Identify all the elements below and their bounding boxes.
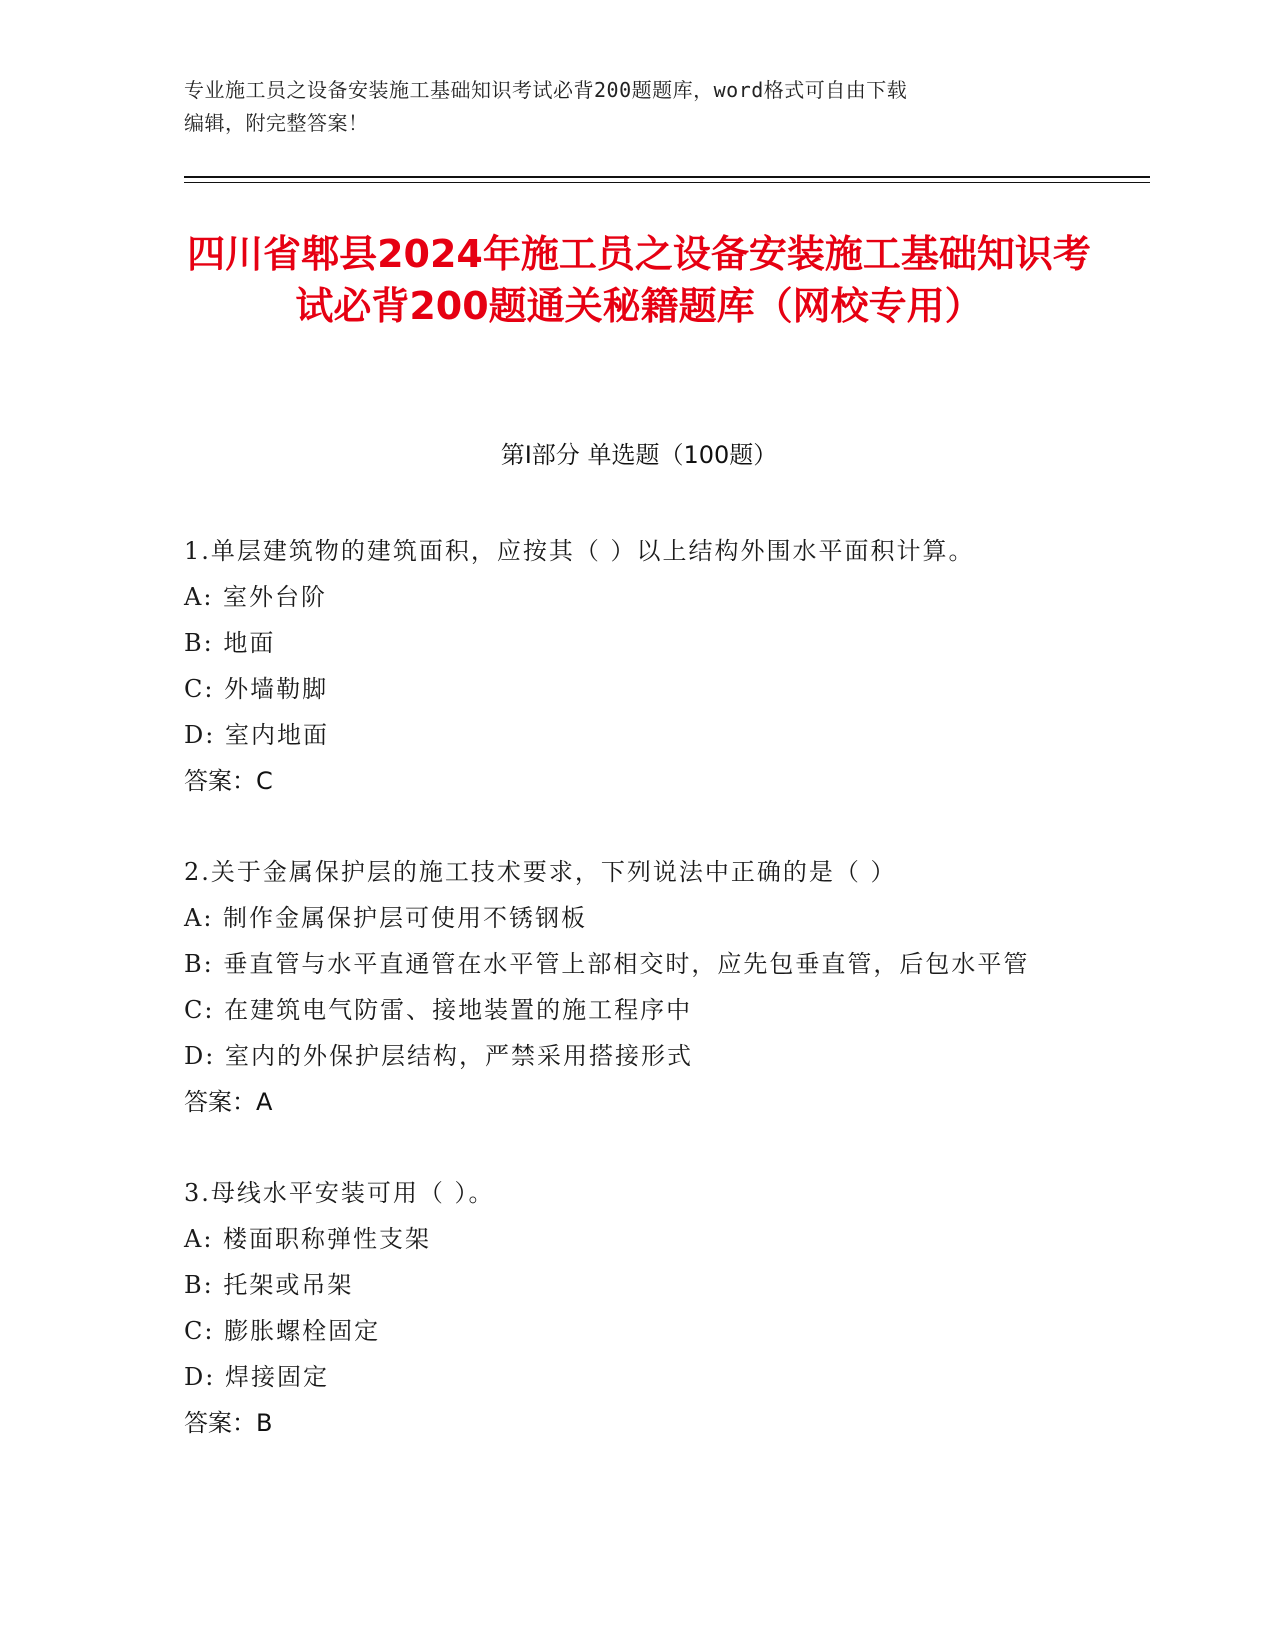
option-a: A: 制作金属保护层可使用不锈钢板 [184, 904, 588, 932]
option-d: D: 室内的外保护层结构，严禁采用搭接形式 [184, 1042, 693, 1070]
answer: 答案：C [184, 767, 273, 795]
option-c: C: 膨胀螺栓固定 [184, 1317, 381, 1345]
option-c: C: 外墙勒脚 [184, 675, 329, 703]
question-list [184, 528, 1074, 1491]
header-note-line-2: 编辑，附完整答案！ [184, 111, 369, 135]
section-title: 第Ⅰ部分 单选题（100题） [500, 441, 778, 469]
answer: 答案：B [184, 1409, 273, 1437]
question-stem: 2.关于金属保护层的施工技术要求，下列说法中正确的是（ ） [184, 858, 897, 886]
option-c: C: 在建筑电气防雷、接地装置的施工程序中 [184, 996, 693, 1024]
option-b: B: 托架或吊架 [184, 1271, 354, 1299]
option-b: B: 地面 [184, 629, 276, 657]
question-1 [184, 528, 1074, 804]
option-a: A: 室外台阶 [184, 583, 328, 611]
header-divider-thick [184, 176, 1150, 178]
option-a: A: 楼面职称弹性支架 [184, 1225, 432, 1253]
question-stem: 1.单层建筑物的建筑面积，应按其（ ）以上结构外围水平面积计算。 [184, 537, 975, 565]
question-2 [184, 849, 1074, 1125]
header-note-line-1: 专业施工员之设备安装施工基础知识考试必背200题题库，word格式可自由下载 [184, 78, 908, 102]
question-stem: 3.母线水平安装可用（ ）。 [184, 1179, 495, 1207]
question-3 [184, 1170, 1074, 1446]
option-d: D: 室内地面 [184, 721, 329, 749]
header-note [184, 74, 1064, 140]
option-b: B: 垂直管与水平直通管在水平管上部相交时，应先包垂直管，后包水平管 [184, 950, 1030, 978]
document-title: 四川省郫县2024年施工员之设备安装施工基础知识考试必背200题通关秘籍题库（网校专用） [187, 232, 1091, 328]
answer: 答案：A [184, 1088, 273, 1116]
option-d: D: 焊接固定 [184, 1363, 329, 1391]
header-divider-thin [184, 182, 1150, 183]
